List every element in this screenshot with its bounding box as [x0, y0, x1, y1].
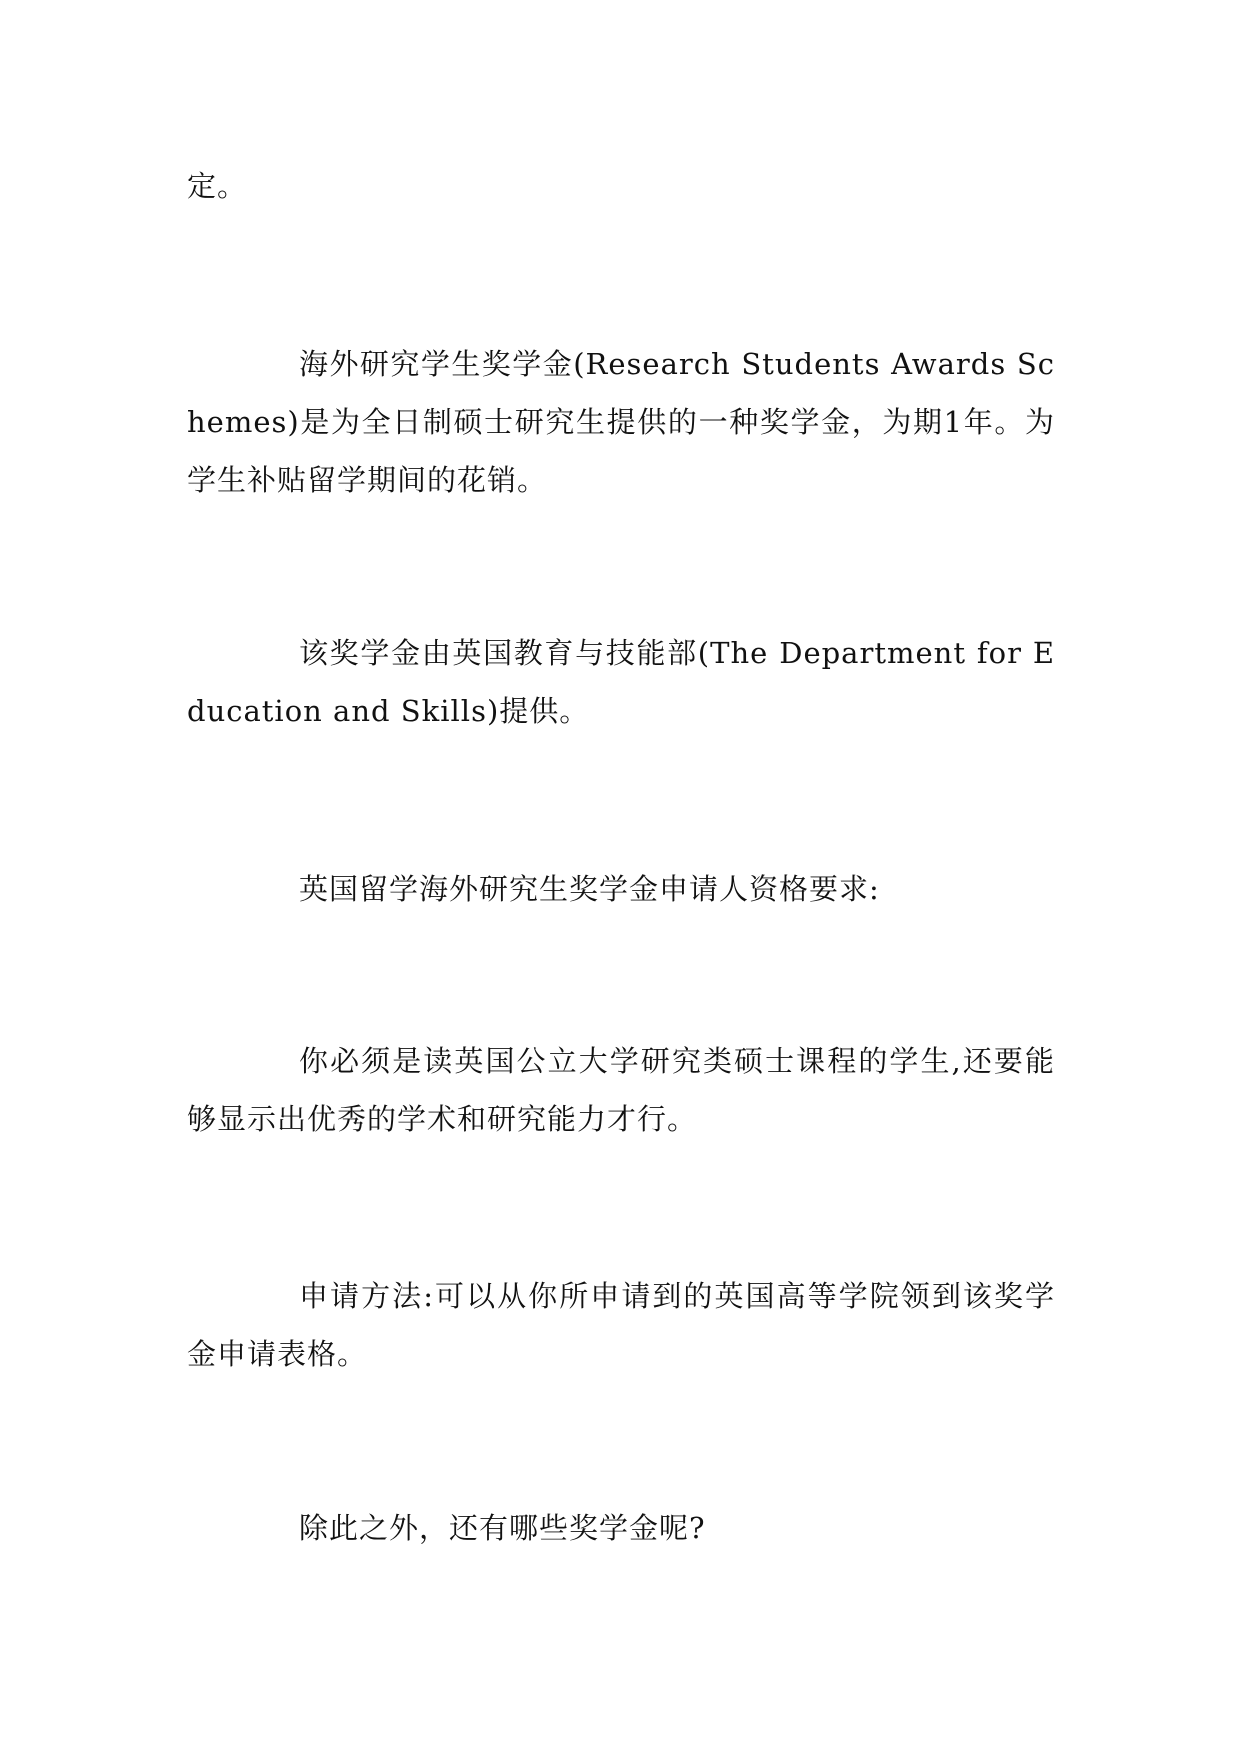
paragraph-continuation: 定。: [187, 169, 248, 203]
paragraph-application-method: 申请方法:可以从你所申请到的英国高等学院领到该奖学金申请表格。: [187, 1279, 1055, 1371]
paragraph-research-students-awards: 海外研究学生奖学金(Research Students Awards Schemes)是为全日制硕士研究生提供的一种奖学金，为期1年。为学生补贴留学期间的花销。: [187, 347, 1055, 497]
paragraph-scholarship-provider: 该奖学金由英国教育与技能部(The Department for Education and Skills)提供。: [187, 636, 1055, 728]
paragraph-eligibility-heading: 英国留学海外研究生奖学金申请人资格要求:: [299, 872, 880, 906]
paragraph-other-scholarships: 除此之外，还有哪些奖学金呢?: [299, 1511, 706, 1545]
paragraph-eligibility-requirement: 你必须是读英国公立大学研究类硕士课程的学生,还要能够显示出优秀的学术和研究能力才行。: [187, 1044, 1055, 1136]
